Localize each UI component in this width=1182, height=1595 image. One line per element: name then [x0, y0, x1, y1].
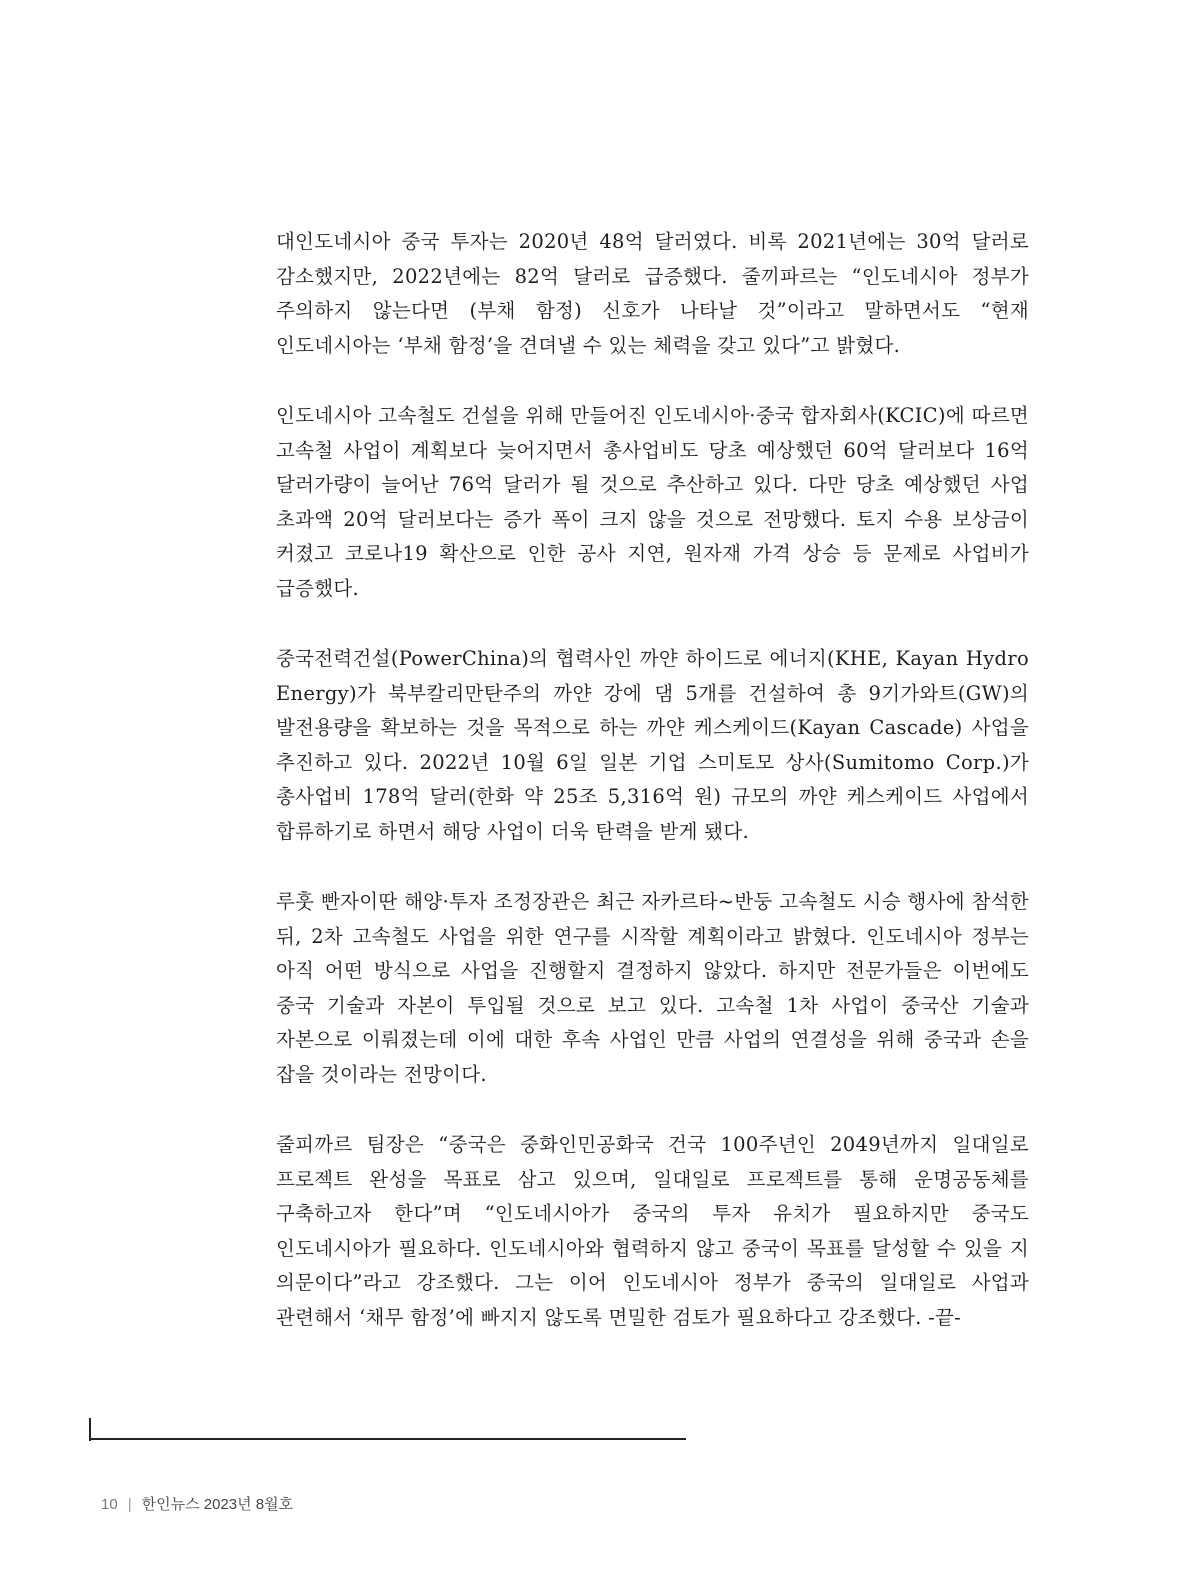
article-body	[276, 225, 1029, 1335]
footer-rule-horizontal	[89, 1438, 686, 1440]
publication-name: 한인뉴스 2023년 8월호	[141, 1496, 294, 1513]
article-paragraph-2: 인도네시아 고속철도 건설을 위해 만들어진 인도네시아·중국 합자회사(KCIC)에 따르면 고속철 사업이 계획보다 늦어지면서 총사업비도 당초 예상했던 60억 달러보다 16억 달러가량이 늘어난 76억 달러가 될 것으로 추산하고 있다. 다만 당초 예상했던 사업 초과액 20억 달러보다는 증가 폭이 크지 않을 것으로 전망했다. 토지 수용 보상금이 커졌고 코로나19 확산으로 인한 공사 지연, 원자재 가격 상승 등 문제로 사업비가 급증했다.	[276, 404, 1029, 600]
article-paragraph-1: 대인도네시아 중국 투자는 2020년 48억 달러였다. 비록 2021년에는 30억 달러로 감소했지만, 2022년에는 82억 달러로 급증했다. 줄끼파르는 “인도네시아 정부가 주의하지 않는다면 (부채 함정) 신호가 나타날 것”이라고 말하면서도 “현재 인도네시아는 ‘부채 함정’을 견뎌낼 수 있는 체력을 갖고 있다”고 밝혔다.	[276, 230, 1029, 357]
page-number: 10	[101, 1496, 118, 1513]
article-paragraph-4: 루훗 빤자이딴 해양·투자 조정장관은 최근 자카르타~반둥 고속철도 시승 행사에 참석한 뒤, 2차 고속철도 사업을 위한 연구를 시작할 계획이라고 밝혔다. 인도네시아 정부는 아직 어떤 방식으로 사업을 진행할지 결정하지 않았다. 하지만 전문가들은 이번에도 중국 기술과 자본이 투입될 것으로 보고 있다. 고속철 1차 사업이 중국산 기술과 자본으로 이뤄졌는데 이에 대한 후속 사업인 만큼 사업의 연결성을 위해 중국과 손을 잡을 것이라는 전망이다.	[276, 890, 1029, 1086]
page-footer	[101, 1493, 293, 1514]
article-paragraph-3: 중국전력건설(PowerChina)의 협력사인 까얀 하이드로 에너지(KHE, Kayan Hydro Energy)가 북부칼리만탄주의 까얀 강에 댐 5개를 건설하여 총 9기가와트(GW)의 발전용량을 확보하는 것을 목적으로 하는 까얀 케스케이드(Kayan Cascade) 사업을 추진하고 있다. 2022년 10월 6일 일본 기업 스미토모 상사(Sumitomo Corp.)가 총사업비 178억 달러(한화 약 25조 5,316억 원) 규모의 까얀 케스케이드 사업에서 합류하기로 하면서 해당 사업이 더욱 탄력을 받게 됐다.	[276, 647, 1029, 843]
footer-separator: |	[127, 1496, 132, 1513]
article-paragraph-5: 줄피까르 팀장은 “중국은 중화인민공화국 건국 100주년인 2049년까지 일대일로 프로젝트 완성을 목표로 삼고 있으며, 일대일로 프로젝트를 통해 운명공동체를 구축하고자 한다”며 “인도네시아가 중국의 투자 유치가 필요하지만 중국도 인도네시아가 필요하다. 인도네시아와 협력하지 않고 중국이 목표를 달성할 수 있을 지 의문이다”라고 강조했다. 그는 이어 인도네시아 정부가 중국의 일대일로 사업과 관련해서 ‘채무 함정’에 빠지지 않도록 면밀한 검토가 필요하다고 강조했다. -끝-	[276, 1133, 1029, 1329]
